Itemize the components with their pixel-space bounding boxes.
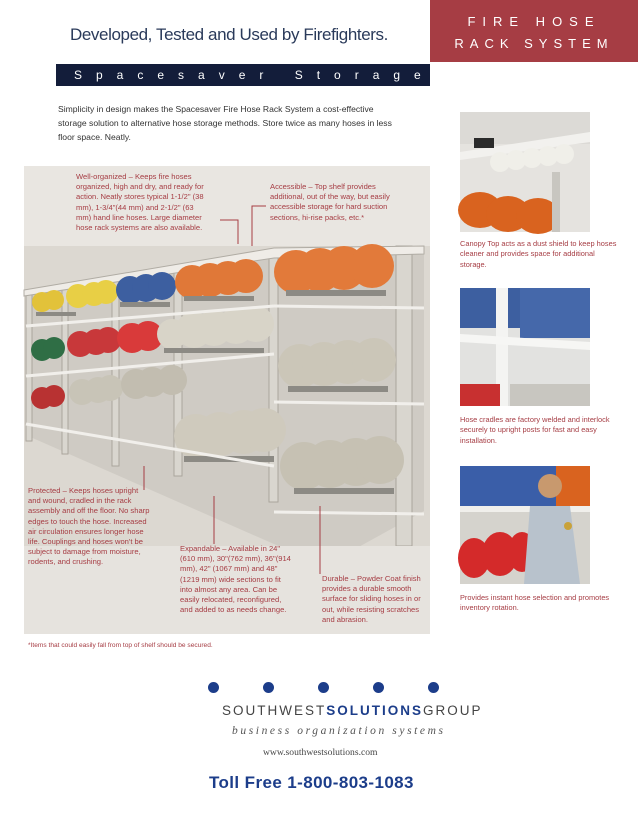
intro-paragraph: Simplicity in design makes the Spacesaver Fire Hose Rack System a cost-effective storage solution to alternative hose storage methods. Store twice as many hoses in less floor space. Neatly. (58, 104, 392, 142)
brand-group: GROUP (423, 703, 483, 718)
brand-dot (263, 682, 274, 693)
cradle-photo (460, 288, 590, 406)
callout-protected: Protected – Keeps hoses upright and wound, cradled in the rack assembly and off the floor. No sharp edges to touch the hose. Increased air circulation ensures longer hose life. Couplings and hoses won't be subject to damage from moisture, rodents, and crushing. (28, 486, 150, 567)
caption-cradles: Hose cradles are factory welded and interlock securely to upright posts for fast and easy installation. (460, 415, 610, 445)
website-link[interactable]: www.southwestsolutions.com (263, 747, 378, 758)
caption-canopy: Canopy Top acts as a dust shield to keep hoses cleaner and provides space for additional storage. (460, 239, 617, 269)
callout-durable: Durable – Powder Coat finish provides a durable smooth surface for sliding hoses in or out, while resisting scratches and abrasion. (322, 574, 421, 624)
brand-dot (318, 682, 329, 693)
brand-dot (373, 682, 384, 693)
callout-expandable: Expandable – Available in 24" (610 mm), 30"(762 mm), 36"(914 mm), 42" (1067 mm) and 48" (1219 mm) wide sections to fit into almost any area. Can be easily relocated, reconfigured, and added to as needs change. (180, 544, 291, 615)
footnote: *Items that could easily fall from top of shelf should be secured. (28, 642, 213, 649)
brand-solutions: SOLUTIONS (326, 703, 424, 718)
headline: Developed, Tested and Used by Firefighters. (70, 25, 388, 44)
brand-dot (428, 682, 439, 693)
company-logo-text (222, 703, 483, 718)
title-box (430, 0, 638, 62)
brand-dots (208, 682, 448, 702)
toll-free-number[interactable]: Toll Free 1-800-803-1083 (209, 773, 414, 792)
callout-accessible: Accessible – Top shelf provides additional, out of the way, but easily accessible storage for hard suction sections, hi-rise packs, etc.* (270, 182, 390, 222)
canopy-photo (460, 112, 590, 232)
firefighter-photo (460, 466, 590, 584)
callout-well-organized: Well-organized – Keeps fire hoses organized, high and dry, and ready for action. Neatly stores typical 1-1/2" (38 mm), 1-3/4"(44 mm) and 2-1/2" (63 mm) hand line hoses. Large diameter hose rack systems are also available. (76, 172, 204, 233)
rack-photo-panel (24, 166, 430, 634)
brand-southwest: SOUTHWEST (222, 703, 327, 718)
brand-band: Spacesaver Storage Systems (56, 64, 430, 86)
company-tagline: business organization systems (232, 725, 446, 737)
caption-selection: Provides instant hose selection and promotes inventory rotation. (460, 593, 610, 613)
title-line-2: RACK SYSTEM (454, 36, 614, 51)
brand-dot (208, 682, 219, 693)
title-line-1: FIRE HOSE (467, 14, 601, 29)
